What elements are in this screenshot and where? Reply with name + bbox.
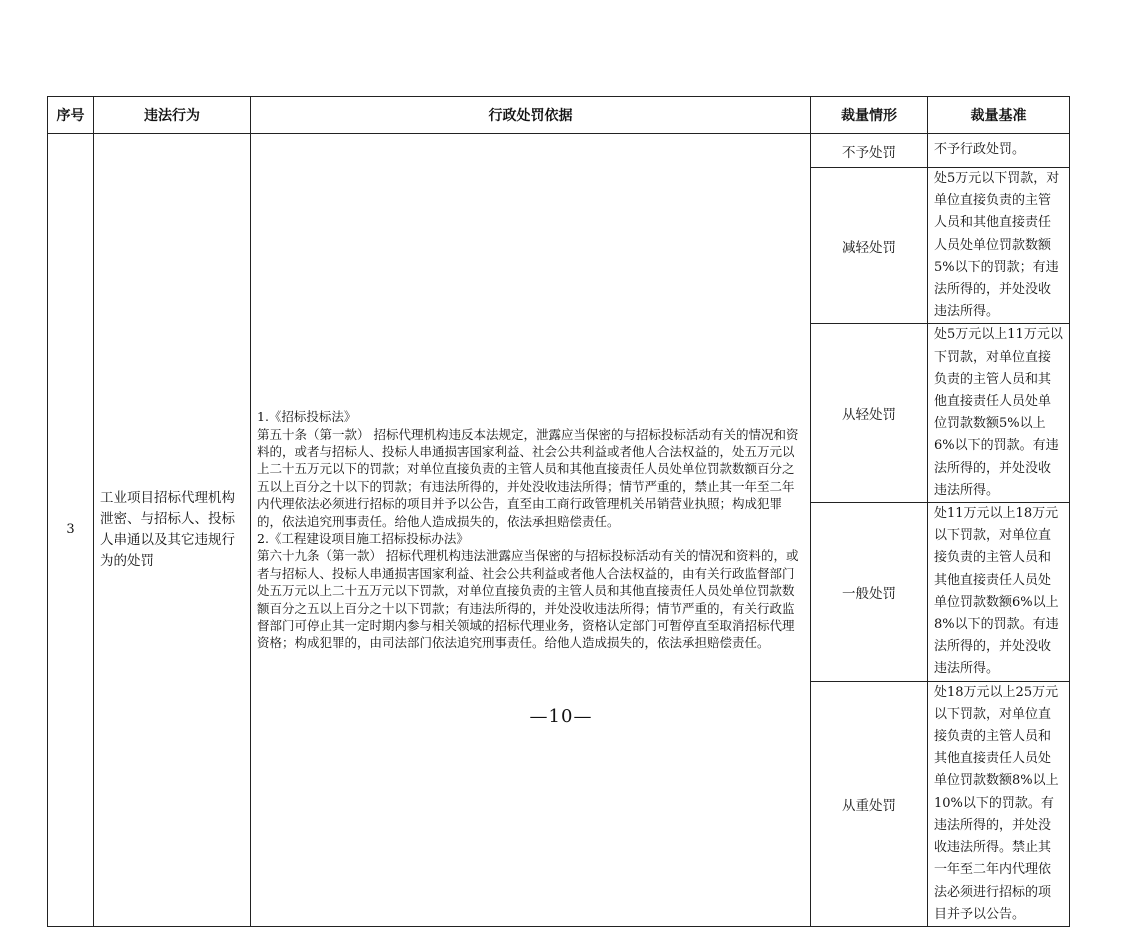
- standard-severe: 处18万元以上25万元以下罚款，对单位直接负责的主管人员和其他直接责任人员处单位罚款数额8%以上10%以下的罚款。有违法所得的，并处没收违法所得。禁止其一年至二年内代理依法必须进行招标的项目并予以公告。: [928, 681, 1070, 926]
- header-basis: 行政处罚依据: [251, 97, 811, 134]
- penalty-table: [47, 96, 1070, 927]
- legal-basis: [251, 134, 811, 927]
- situation-severe: 从重处罚: [811, 681, 928, 926]
- basis-article-2: 第六十九条（第一款） 招标代理机构违法泄露应当保密的与招标投标活动有关的情况和资料的，或者与招标人、投标人串通损害国家利益、社会公共利益或者他人合法权益的，由有关行政监督部门处五万元以上二十五万元以下罚款，对单位直接负责的主管人员和其他直接责任人员处单位罚款数额百分之五以上百分之十以下罚款；有违法所得的，并处没收违法所得；情节严重的，有关行政监督部门可停止其一定时期内参与相关领域的招标代理业务，资格认定部门可暂停直至取消招标代理资格；构成犯罪的，由司法部门依法追究刑事责任。给他人造成损失的，依法承担赔偿责任。: [257, 548, 799, 651]
- table-row: [48, 134, 1070, 168]
- standard-general: 处11万元以上18万元以下罚款，对单位直接负责的主管人员和其他直接责任人员处单位罚款数额6%以上8%以下的罚款。有违法所得的，并处没收违法所得。: [928, 503, 1070, 682]
- header-act: 违法行为: [94, 97, 251, 134]
- table-header-row: [48, 97, 1070, 134]
- basis-law-1: 1.《招标投标法》: [257, 409, 357, 425]
- basis-law-2: 2.《工程建设项目施工招标投标办法》: [257, 530, 469, 546]
- standard-mitigated: 处5万元以下罚款，对单位直接负责的主管人员和其他直接责任人员处单位罚款数额5%以下的罚款；有违法所得的，并处没收违法所得。: [928, 168, 1070, 324]
- header-standard: 裁量基准: [928, 97, 1070, 134]
- situation-none: 不予处罚: [811, 134, 928, 168]
- situation-mitigated: 减轻处罚: [811, 168, 928, 324]
- basis-article-1: 第五十条（第一款） 招标代理机构违反本法规定，泄露应当保密的与招标投标活动有关的情况和资料的，或者与招标人、投标人串通损害国家利益、社会公共利益或者他人合法权益的，处五万元以上二十五万元以下的罚款；对单位直接负责的主管人员和其他直接责任人员处单位罚款数额百分之五以上百分之十以下的罚款；有违法所得的，并处没收违法所得；情节严重的，禁止其一年至二年内代理依法必须进行招标的项目并予以公告，直至由工商行政管理机关吊销营业执照；构成犯罪的，依法追究刑事责任。给他人造成损失的，依法承担赔偿责任。: [257, 426, 799, 529]
- situation-lenient: 从轻处罚: [811, 324, 928, 503]
- header-situation: 裁量情形: [811, 97, 928, 134]
- standard-lenient: 处5万元以上11万元以下罚款，对单位直接负责的主管人员和其他直接责任人员处单位罚款数额5%以上6%以下的罚款。有违法所得的，并处没收违法所得。: [928, 324, 1070, 503]
- page-number: —10—: [529, 706, 593, 727]
- header-no: 序号: [48, 97, 94, 134]
- situation-general: 一般处罚: [811, 503, 928, 682]
- violation-act: 工业项目招标代理机构泄密、与招标人、投标人串通以及其它违规行为的处罚: [94, 134, 251, 927]
- row-number: 3: [48, 134, 94, 927]
- standard-none: 不予行政处罚。: [928, 134, 1070, 168]
